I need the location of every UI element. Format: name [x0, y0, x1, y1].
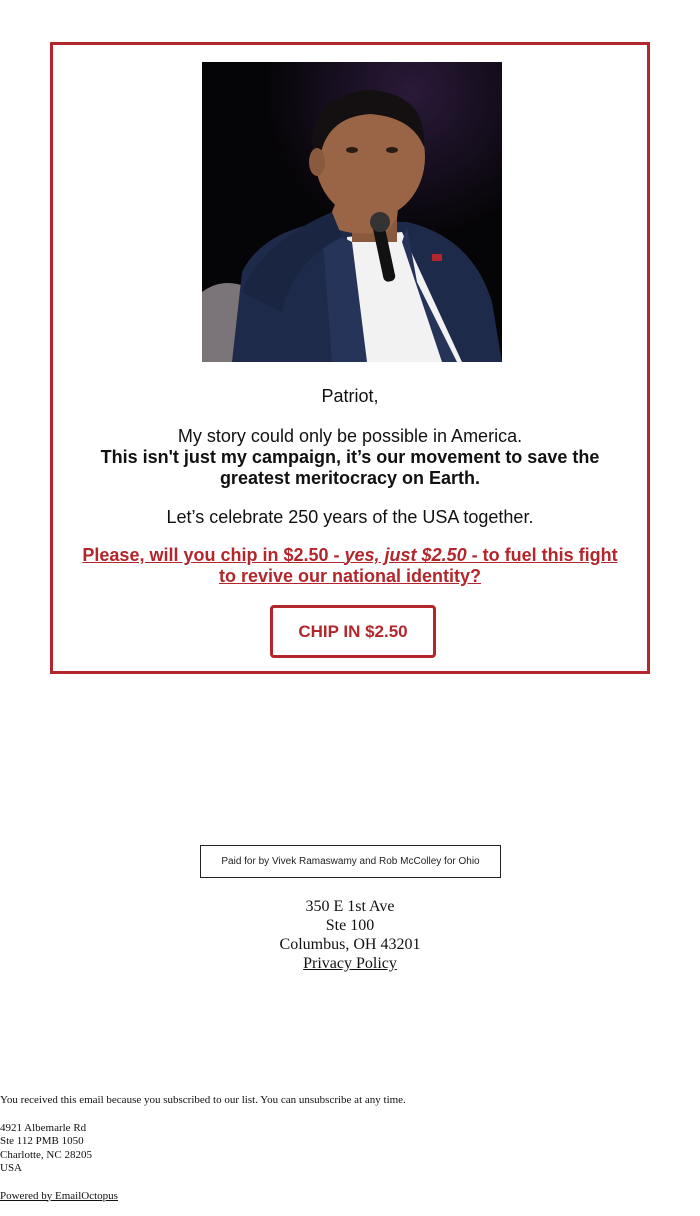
story-text — [53, 426, 647, 489]
chip-in-button[interactable]: CHIP IN $2.50 — [270, 605, 436, 658]
subscription-notice: You received this email because you subscribed to our list. You can unsubscribe at any time. — [0, 1094, 406, 1106]
email-card — [50, 42, 650, 674]
address-line-1: 350 E 1st Ave — [305, 898, 395, 915]
candidate-photo-illustration — [202, 62, 502, 362]
ask-text-1: Please, will you chip in $2.50 - — [82, 545, 345, 565]
sender-address — [0, 1122, 700, 1176]
ask-text-2: - to fuel this fight to revive our national identity? — [218, 545, 618, 586]
paid-for-disclaimer: Paid for by Vivek Ramaswamy and Rob McColley for Ohio — [200, 845, 501, 878]
powered-by-link[interactable]: Powered by EmailOctopus — [0, 1189, 118, 1202]
celebrate-line: Let’s celebrate 250 years of the USA together. — [166, 507, 534, 527]
address-line-3: Columbus, OH 43201 — [279, 936, 421, 953]
sender-address-line-1: 4921 Albemarle Rd — [0, 1121, 87, 1134]
email-footer — [0, 1094, 700, 1203]
sender-address-line-4: USA — [0, 1162, 23, 1174]
ask-text-italic: yes, just $2.50 — [344, 545, 467, 565]
candidate-photo — [202, 62, 502, 362]
privacy-policy-link[interactable]: Privacy Policy — [303, 955, 397, 972]
donation-ask-link[interactable] — [73, 545, 627, 587]
sender-address-line-2: Ste 112 PMB 1050 — [0, 1135, 84, 1147]
story-line: My story could only be possible in America. — [177, 426, 523, 446]
campaign-address — [0, 897, 700, 973]
greeting: Patriot, — [321, 386, 379, 406]
story-bold-line: This isn't just my campaign, it’s our movement to save the greatest meritocracy on Earth. — [100, 447, 600, 488]
address-line-2: Ste 100 — [325, 917, 375, 934]
sender-address-line-3: Charlotte, NC 28205 — [0, 1148, 92, 1161]
